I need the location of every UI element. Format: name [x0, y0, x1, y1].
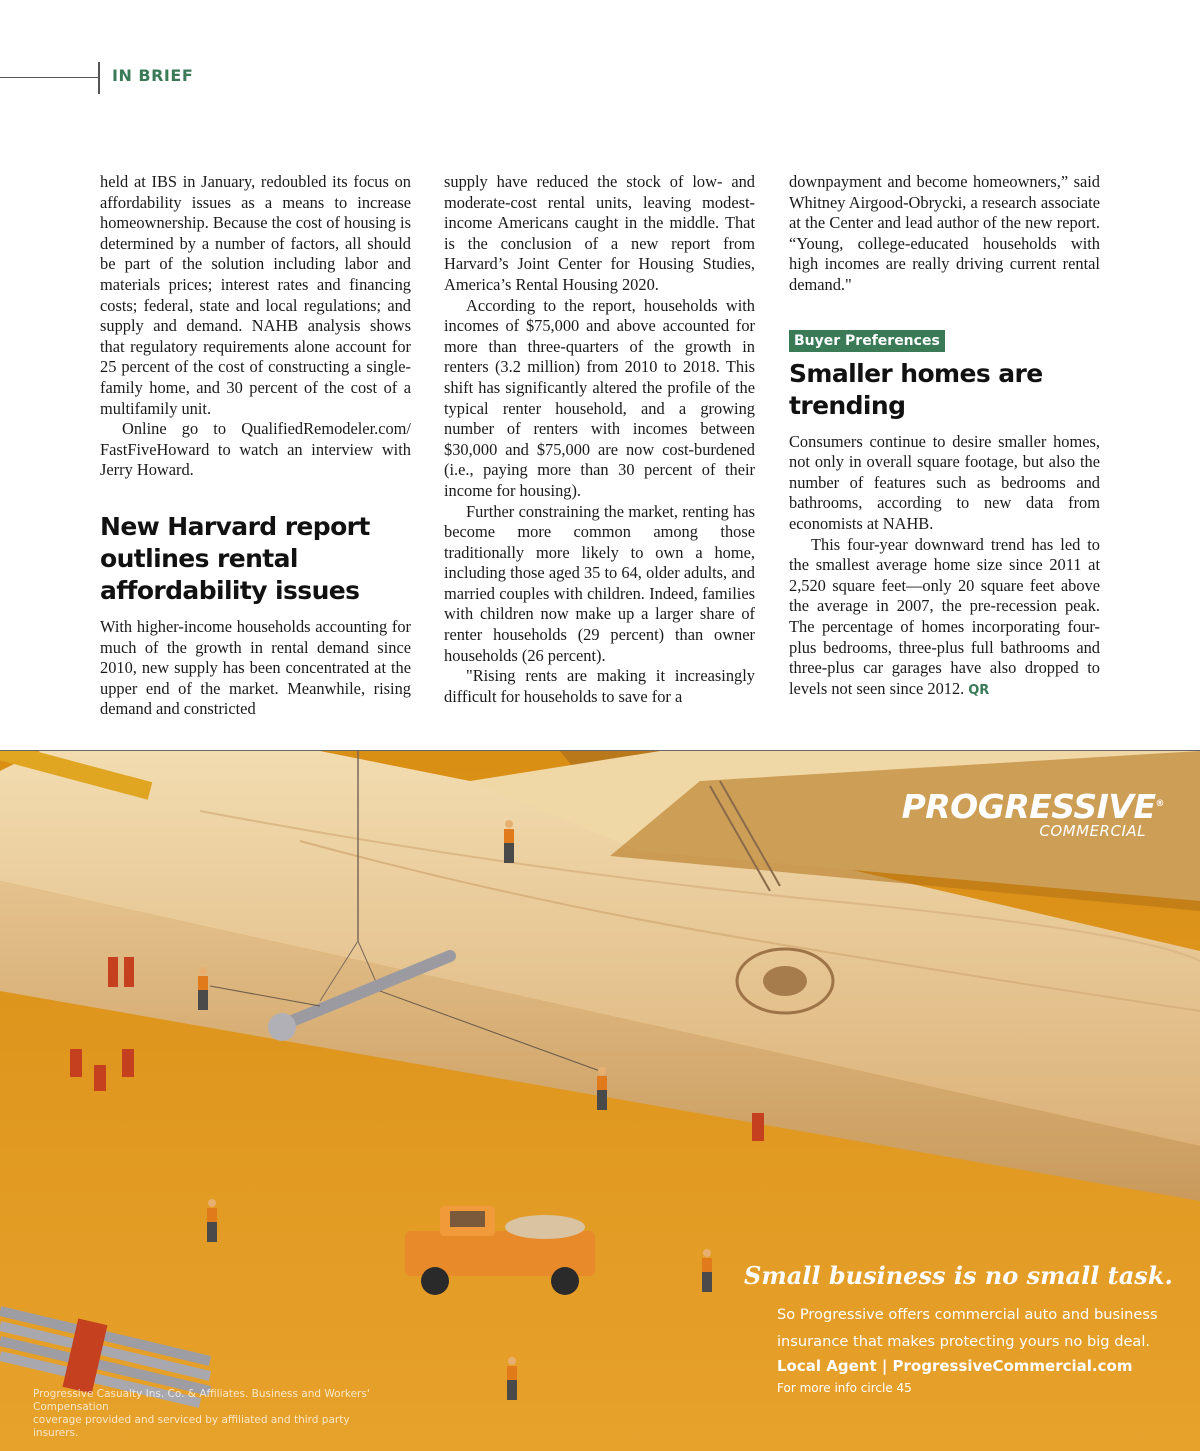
- paragraph: Consumers continue to desire smaller homes, not only in overall square footage, but also the number of features such as bedrooms and bathrooms, according to new data from economists at NAHB.: [789, 431, 1100, 533]
- paragraph: Online go to QualifiedRemodeler.com/ FastFiveHoward to watch an interview with Jerry Howard.: [100, 419, 411, 480]
- section-divider: [98, 62, 100, 94]
- paragraph: With higher-income households accounting for much of the growth in rental demand since 2010, new supply has been concentrated at the upper end of the market. Meanwhile, rising demand and constricted: [100, 616, 411, 719]
- paragraph: According to the report, households with incomes of $75,000 and above accounted for more than three-quarters of the growth in renters (3.2 million) from 2010 to 2018. This shift has significantly altered the profile of the typical renter household, and a growing number of renters with incomes between $30,000 and $75,000 are now cost-burdened (i.e., paying more than 30 percent of their income for housing).: [444, 295, 755, 500]
- paragraph-text: This four-year downward trend has led to the smallest average home size since 2011 at 2,520 square feet—only 20 square feet above the average in 2007, the pre-recession peak. The percentage of homes incorporating four-plus bedrooms, three-plus full bathrooms and three-plus car garages have also dropped to levels not seen since 2012.: [789, 534, 1100, 698]
- paragraph: [789, 535, 1100, 702]
- wood-knot-center: [763, 966, 807, 996]
- column-1: [100, 172, 411, 720]
- barrel: [108, 957, 118, 987]
- column-2: [444, 172, 755, 707]
- ad-copy: [740, 1261, 1180, 1395]
- ad-contact-link[interactable]: Local Agent | ProgressiveCommercial.com: [777, 1357, 1133, 1375]
- category-tag: Buyer Preferences: [789, 330, 945, 352]
- paragraph: Further constraining the market, renting has become more common among those traditionally more likely to own a home, including those aged 35 to 64, older adults, and married couples with children. Indeed, families with children now make up a larger share of renter households (29 percent) than owner households (26 percent).: [444, 501, 755, 665]
- worker-figure: [504, 843, 514, 863]
- logo-subtitle: COMMERCIAL: [1039, 822, 1146, 840]
- logo-wordmark: PROGRESSIVE®: [901, 787, 1164, 826]
- section-label: IN BRIEF: [112, 66, 194, 85]
- progressive-commercial-logo: [902, 787, 1164, 840]
- section-rule: [0, 77, 98, 78]
- paragraph: held at IBS in January, redoubled its focus on affordability issues as a means to increase homeownership. Because the cost of housing is determined by a number of factors, all should be part of the solution including labor and materials prices; interest rates and financing costs; federal, state and local regulations; and supply and demand. NAHB analysis shows that regulatory requirements alone account for 25 percent of the cost of constructing a single-family home, and 30 percent of the cost of a multifamily unit.: [100, 172, 411, 418]
- article-headline-harvard: New Harvard report outlines rental affordability issues: [100, 511, 370, 605]
- paragraph: "Rising rents are making it increasingly difficult for households to save for a: [444, 666, 755, 706]
- paragraph: downpayment and become homeowners,” said Whitney Airgood-Obrycki, a research associate at the Center and lead author of the new report. “Young, college-educated households with high incomes are really driving current rental demand.": [789, 172, 1100, 294]
- end-mark: QR: [968, 682, 990, 698]
- ad-disclaimer: Progressive Casualty Ins. Co. & Affiliates. Business and Workers' Compensation coverage provided and serviced by affiliated and third party insurers.: [33, 1388, 370, 1439]
- column-3: [789, 172, 1100, 701]
- article-headline-smaller-homes: Smaller homes are trending: [789, 358, 1043, 420]
- ad-body-text: So Progressive offers commercial auto and business insurance that makes protecting yours no big deal.: [777, 1306, 1158, 1350]
- progressive-advertisement: [0, 750, 1200, 1451]
- info-circle-note: For more info circle 45: [777, 1381, 912, 1395]
- paragraph: supply have reduced the stock of low- and moderate-cost rental units, leaving modest-income Americans caught in the middle. That is the conclusion of a new report from Harvard’s Joint Center for Housing Studies, America’s Rental Housing 2020.: [444, 172, 755, 294]
- screw-head: [268, 1013, 296, 1041]
- ad-headline: Small business is no small task.: [744, 1261, 1173, 1290]
